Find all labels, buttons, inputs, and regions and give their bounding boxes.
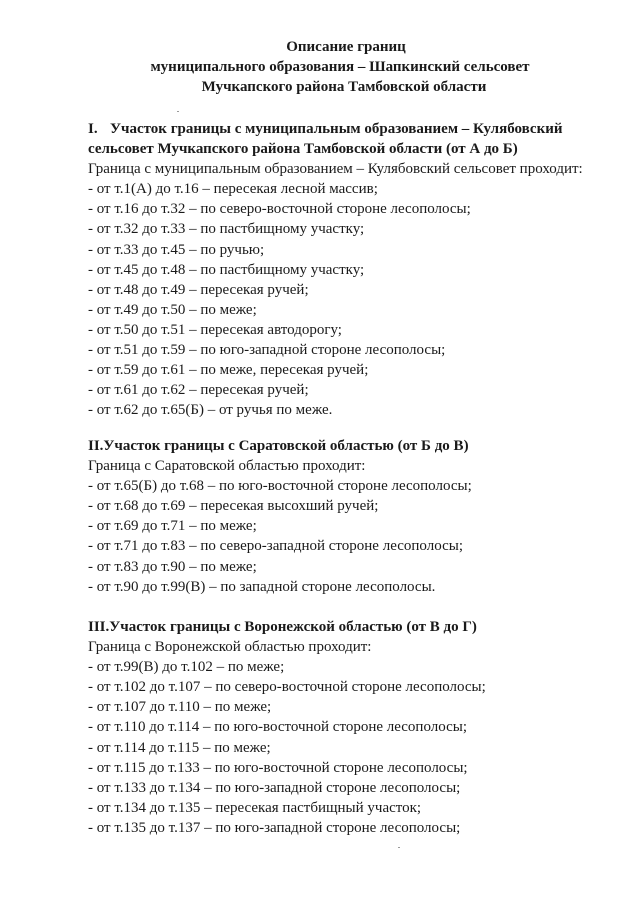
boundary-segment-item: - от т.135 до т.137 – по юго-западной стороне лесополосы; — [88, 819, 461, 836]
section-1-heading — [88, 119, 608, 139]
boundary-segment-item: - от т.90 до т.99(В) – по западной стороне лесополосы. — [88, 578, 436, 595]
section-2-heading: II.Участок границы с Саратовской областью (от Б до В) — [88, 438, 469, 454]
section-1-heading-line-1: Участок границы с муниципальным образованием – Кулябовский — [110, 121, 563, 137]
boundary-segment-item: - от т.71 до т.83 – по северо-западной стороне лесополосы; — [88, 538, 463, 555]
section-2-intro: Граница с Саратовской областью проходит: — [88, 458, 366, 475]
document-title-line-1: Описание границ — [286, 39, 406, 55]
section-3-heading: III.Участок границы с Воронежской областью (от В до Г) — [88, 619, 477, 635]
document-title-line-3: Мучкапского района Тамбовской области — [201, 79, 487, 95]
section-3 — [88, 617, 608, 838]
document-title-line-2: муниципального образования – Шапкинский сельсовет — [150, 59, 530, 75]
boundary-segment-item: - от т.1(А) до т.16 – пересекая лесной массив; — [88, 181, 378, 198]
scan-speck — [398, 847, 400, 848]
section-1-heading-line-2: сельсовет Мучкапского района Тамбовской области (от А до Б) — [88, 141, 518, 158]
boundary-segment-item: - от т.68 до т.69 – пересекая высохший ручей; — [88, 498, 379, 515]
boundary-segment-item: - от т.83 до т.90 – по меже; — [88, 558, 257, 575]
boundary-segment-item: - от т.115 до т.133 – по юго-восточной стороне лесополосы; — [88, 759, 468, 776]
boundary-segment-item: - от т.48 до т.49 – пересекая ручей; — [88, 281, 309, 298]
boundary-segment-item: - от т.51 до т.59 – по юго-западной стороне лесополосы; — [88, 342, 446, 359]
boundary-segment-item: - от т.59 до т.61 – по меже, пересекая ручей; — [88, 362, 369, 379]
section-2 — [88, 436, 608, 597]
boundary-segment-item: - от т.114 до т.115 – по меже; — [88, 739, 271, 756]
section-2-items — [88, 476, 608, 597]
boundary-segment-item: - от т.33 до т.45 – по ручью; — [88, 241, 265, 258]
section-1-items — [88, 179, 608, 420]
section-1-intro: Граница с муниципальным образованием – Кулябовский сельсовет проходит: — [88, 161, 583, 178]
section-1 — [88, 119, 608, 420]
boundary-segment-item: - от т.16 до т.32 – по северо-восточной стороне лесополосы; — [88, 201, 471, 218]
boundary-segment-item: - от т.99(В) до т.102 – по меже; — [88, 659, 285, 676]
boundary-segment-item: - от т.61 до т.62 – пересекая ручей; — [88, 382, 309, 399]
boundary-segment-item: - от т.65(Б) до т.68 – по юго-восточной стороне лесополосы; — [88, 478, 472, 495]
boundary-segment-item: - от т.107 до т.110 – по меже; — [88, 699, 272, 716]
boundary-segment-item: - от т.133 до т.134 – по юго-западной стороне лесополосы; — [88, 779, 461, 796]
boundary-segment-item: - от т.49 до т.50 – по меже; — [88, 301, 257, 318]
section-1-number: I. — [88, 121, 98, 137]
boundary-segment-item: - от т.69 до т.71 – по меже; — [88, 518, 257, 535]
boundary-segment-item: - от т.32 до т.33 – по пастбищному участку; — [88, 221, 365, 238]
scan-speck — [177, 111, 179, 112]
boundary-segment-item: - от т.134 до т.135 – пересекая пастбищный участок; — [88, 799, 422, 816]
boundary-segment-item: - от т.62 до т.65(Б) – от ручья по меже. — [88, 402, 333, 419]
boundary-segment-item: - от т.45 до т.48 – по пастбищному участку; — [88, 261, 365, 278]
boundary-segment-item: - от т.102 до т.107 – по северо-восточной стороне лесополосы; — [88, 679, 486, 696]
section-3-items — [88, 657, 608, 838]
boundary-segment-item: - от т.50 до т.51 – пересекая автодорогу; — [88, 321, 342, 338]
section-3-intro: Граница с Воронежской областью проходит: — [88, 639, 372, 656]
boundary-segment-item: - от т.110 до т.114 – по юго-восточной стороне лесополосы; — [88, 719, 468, 736]
